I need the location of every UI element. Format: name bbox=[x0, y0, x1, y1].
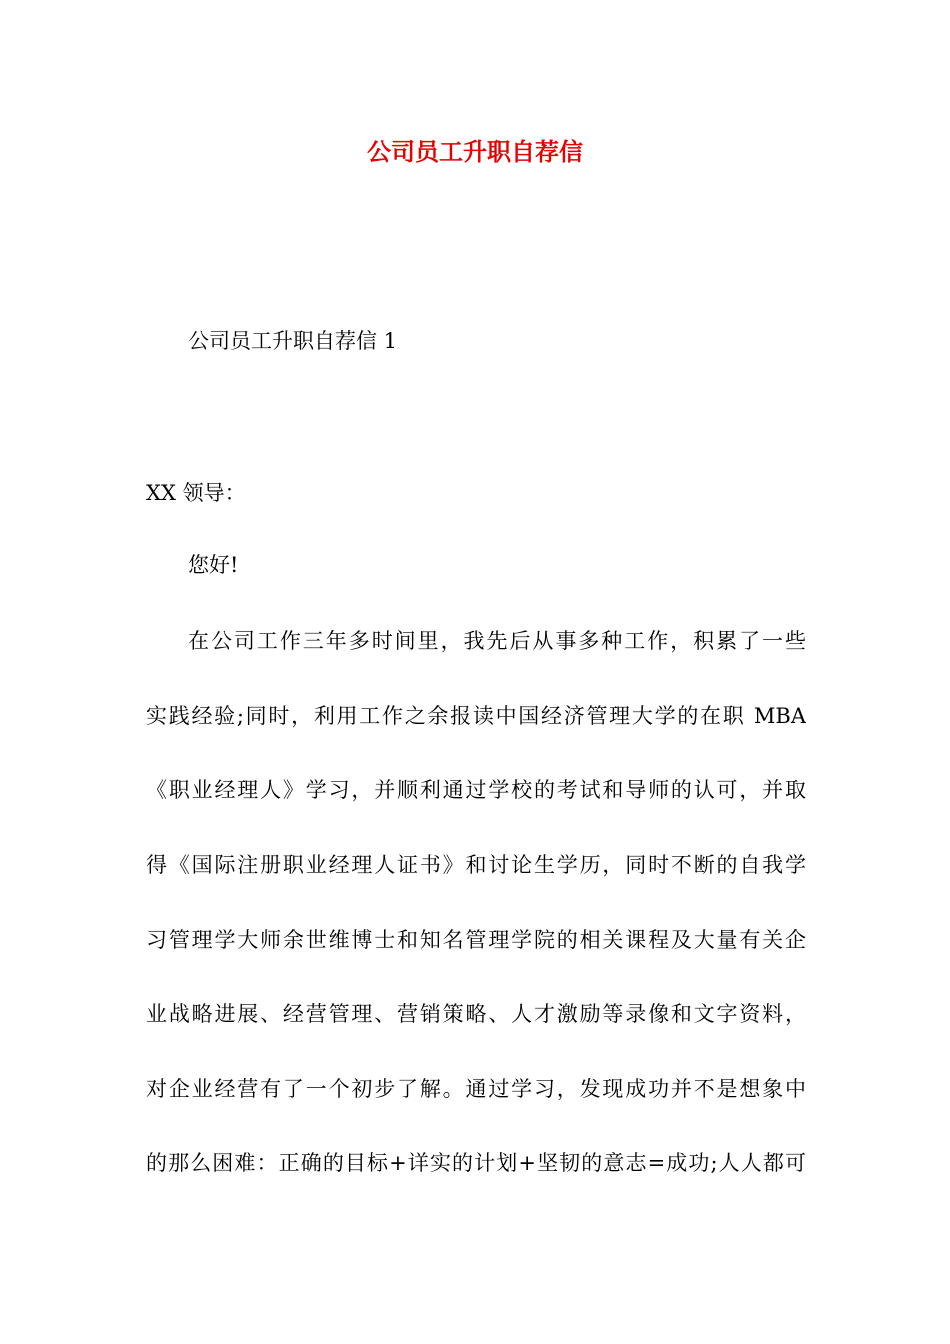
letter-subtitle: 公司员工升职自荐信 1 bbox=[188, 329, 398, 353]
paragraph-line: 对企业经营有了一个初步了解。通过学习，发现成功并不是想象中 bbox=[146, 1077, 806, 1101]
paragraph-line: 习管理学大师余世维博士和知名管理学院的相关课程及大量有关企 bbox=[146, 928, 806, 952]
paragraph-line: 在公司工作三年多时间里，我先后从事多种工作，积累了一些 bbox=[188, 629, 806, 653]
paragraph-line: 得《国际注册职业经理人证书》和讨论生学历，同时不断的自我学 bbox=[146, 853, 806, 877]
paragraph-line: 业战略进展、经营管理、营销策略、人才激励等录像和文字资料， bbox=[146, 1002, 806, 1026]
greeting: 您好! bbox=[188, 553, 239, 577]
document-title: 公司员工升职自荐信 bbox=[367, 138, 583, 166]
paragraph-line: 《职业经理人》学习，并顺利通过学校的考试和导师的认可，并取 bbox=[146, 778, 806, 802]
paragraph-line: 实践经验;同时，利用工作之余报读中国经济管理大学的在职 MBA bbox=[146, 704, 806, 728]
salutation: XX 领导： bbox=[146, 481, 246, 505]
paragraph-line: 的那么困难：正确的目标+详实的计划+坚韧的意志=成功;人人都可 bbox=[146, 1151, 806, 1175]
